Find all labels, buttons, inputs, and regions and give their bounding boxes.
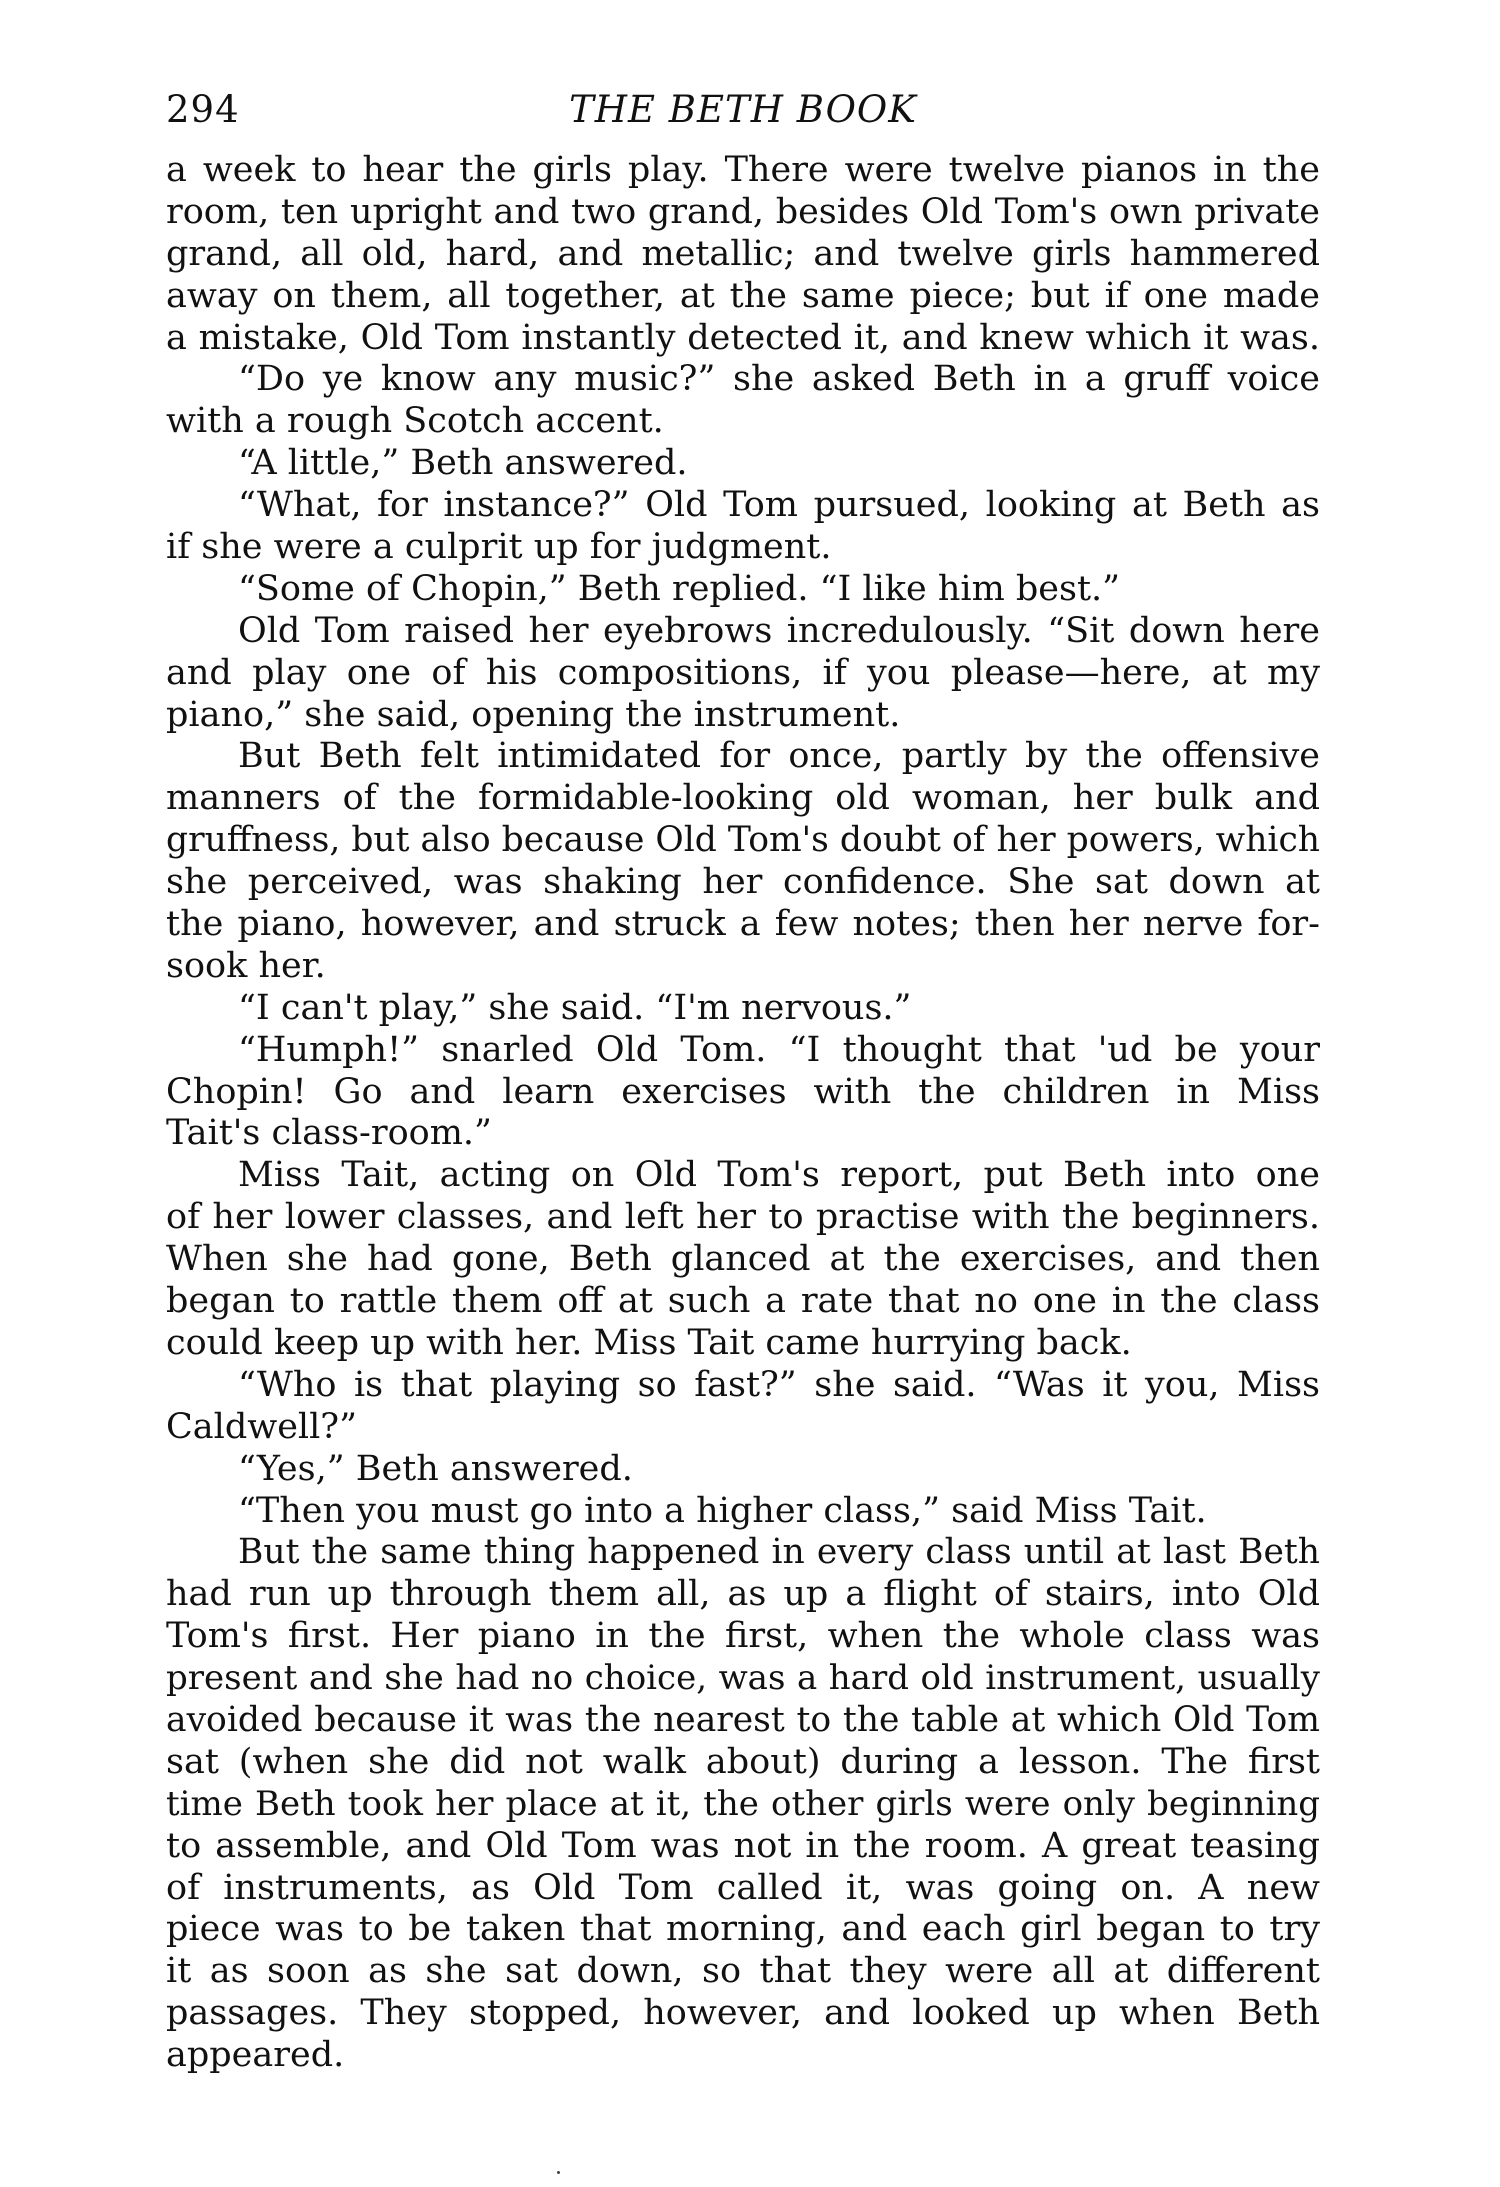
text-line: a mistake, Old Tom instantly detected it, and knew which it was. (166, 317, 1320, 358)
text-line: Tait's class-room.” (166, 1113, 492, 1154)
text-line: Miss Tait, acting on Old Tom's report, put Beth into one (238, 1155, 1320, 1196)
text-line: Old Tom raised her eyebrows incredulously. “Sit down here (238, 610, 1320, 651)
text-line: it as soon as she sat down, so that they were all at different (166, 1951, 1320, 1992)
text-line: avoided because it was the nearest to the table at which Old Tom (166, 1699, 1320, 1740)
text-line: “Some of Chopin,” Beth replied. “I like him best.” (238, 568, 1121, 609)
text-line: “Who is that playing so fast?” she said. “Was it you, Miss (238, 1364, 1320, 1405)
text-line: Chopin! Go and learn exercises with the children in Miss (166, 1071, 1320, 1112)
text-line: to assemble, and Old Tom was not in the room. A great teasing (166, 1825, 1320, 1866)
print-speck (557, 2171, 560, 2174)
text-line: time Beth took her place at it, the other girls were only beginning (166, 1783, 1320, 1824)
running-title: THE BETH BOOK (569, 88, 917, 131)
text-line: “Do ye know any music?” she asked Beth in a gruff voice (238, 359, 1320, 400)
text-line: Tom's first. Her piano in the first, when the whole class was (166, 1616, 1320, 1657)
text-line: sook her. (166, 945, 326, 986)
text-line: room, ten upright and two grand, besides Old Tom's own private (166, 191, 1320, 232)
text-line: Caldwell?” (166, 1406, 357, 1447)
text-line: and play one of his compositions, if you please—here, at my (166, 652, 1320, 693)
text-line: “Yes,” Beth answered. (238, 1448, 633, 1489)
body-text (166, 150, 1320, 2077)
text-line: “A little,” Beth answered. (238, 443, 688, 484)
text-line: But Beth felt intimidated for once, partly by the offensive (238, 736, 1320, 777)
text-line: “Then you must go into a higher class,” said Miss Tait. (238, 1490, 1207, 1531)
text-line: grand, all old, hard, and metallic; and twelve girls hammered (166, 233, 1320, 274)
text-line: with a rough Scotch accent. (166, 401, 664, 442)
text-line: she perceived, was shaking her confidence. She sat down at (166, 862, 1320, 903)
text-line: appeared. (166, 2035, 345, 2076)
text-line: manners of the formidable-looking old woman, her bulk and (166, 778, 1320, 819)
text-line: But the same thing happened in every class until at last Beth (238, 1532, 1320, 1573)
text-line: of her lower classes, and left her to practise with the beginners. (166, 1197, 1320, 1238)
text-line: When she had gone, Beth glanced at the exercises, and then (166, 1239, 1320, 1280)
text-line: began to rattle them off at such a rate that no one in the class (166, 1281, 1320, 1322)
text-line: of instruments, as Old Tom called it, was going on. A new (166, 1867, 1320, 1908)
text-line: “What, for instance?” Old Tom pursued, looking at Beth as (238, 485, 1320, 526)
page-number: 294 (166, 88, 240, 131)
text-line: piano,” she said, opening the instrument. (166, 694, 901, 735)
text-line: a week to hear the girls play. There were twelve pianos in the (166, 150, 1320, 190)
text-line: “I can't play,” she said. “I'm nervous.” (238, 987, 912, 1028)
text-line: sat (when she did not walk about) during a lesson. The first (166, 1741, 1320, 1782)
text-line: passages. They stopped, however, and looked up when Beth (166, 1993, 1320, 2034)
text-line: gruffness, but also because Old Tom's doubt of her powers, which (166, 820, 1320, 861)
text-line: could keep up with her. Miss Tait came hurrying back. (166, 1322, 1132, 1363)
text-line: “Humph!” snarled Old Tom. “I thought that 'ud be your (238, 1029, 1320, 1070)
page-header (166, 80, 1320, 140)
text-line: away on them, all together, at the same piece; but if one made (166, 275, 1320, 316)
text-line: the piano, however, and struck a few notes; then her nerve for- (166, 904, 1320, 945)
text-line: if she were a culprit up for judgment. (166, 527, 832, 568)
text-line: piece was to be taken that morning, and each girl began to try (166, 1909, 1320, 1950)
text-line: had run up through them all, as up a flight of stairs, into Old (166, 1574, 1320, 1615)
text-line: present and she had no choice, was a hard old instrument, usually (166, 1658, 1320, 1699)
